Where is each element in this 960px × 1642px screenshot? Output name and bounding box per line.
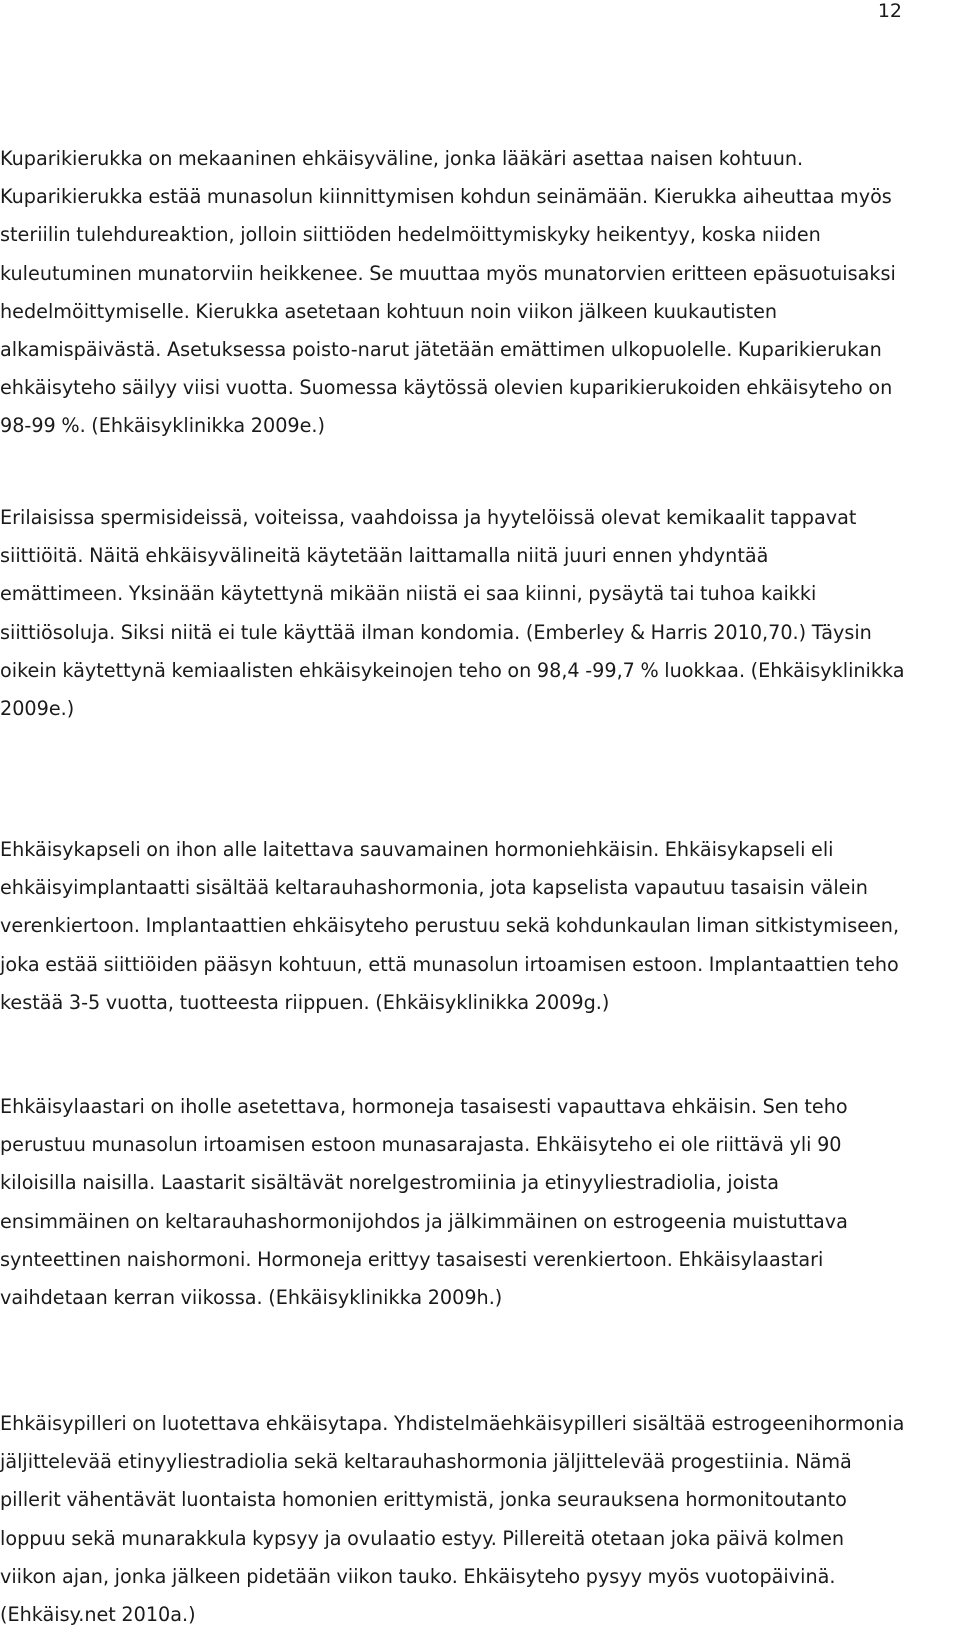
text-line: siittiöitä. Näitä ehkäisyvälineitä käytetään laittamalla niitä juuri ennen yhdyntää [0, 544, 769, 568]
text-line: jäljittelevää etinyyliestradiolia sekä keltarauhashormonia jäljittelevää progestiinia. Nämä [0, 1450, 852, 1474]
text-line: alkamispäivästä. Asetuksessa poisto-narut jätetään emättimen ulkopuolelle. Kuparikierukan [0, 338, 882, 362]
text-line: siittiösoluja. Siksi niitä ei tule käyttää ilman kondomia. (Emberley & Harris 2010,70.) Täysin [0, 620, 872, 644]
text-line: loppuu sekä munarakkula kypsyy ja ovulaatio estyy. Pillereitä otetaan joka päivä kolmen [0, 1526, 845, 1550]
text-line: kuleutuminen munatorviin heikkenee. Se muuttaa myös munatorvien eritteen epäsuotuisaksi [0, 261, 896, 285]
text-line: pillerit vähentävät luontaista homonien erittymistä, jonka seurauksena hormonitoutanto [0, 1488, 847, 1512]
text-line: synteettinen naishormoni. Hormoneja erittyy tasaisesti verenkiertoon. Ehkäisylaastari [0, 1247, 824, 1271]
text-line: vaihdetaan kerran viikossa. (Ehkäisyklinikka 2009h.) [0, 1286, 503, 1310]
text-line: hedelmöittymiselle. Kierukka asetetaan kohtuun noin viikon jälkeen kuukautisten [0, 299, 778, 323]
text-line: steriilin tulehdureaktion, jolloin siittiöden hedelmöittymiskyky heikentyy, koska niiden [0, 223, 821, 247]
text-line: joka estää siittiöiden pääsyn kohtuun, että munasolun irtoamisen estoon. Implantaattien teho [0, 952, 899, 976]
text-line: Kuparikierukka estää munasolun kiinnittymisen kohdun seinämään. Kierukka aiheuttaa myös [0, 185, 892, 209]
text-line: verenkiertoon. Implantaattien ehkäisyteho perustuu sekä kohdunkaulan liman sitkistymiseen, [0, 914, 900, 938]
paragraph-spermicides [0, 499, 958, 728]
text-line: ehkäisyteho säilyy viisi vuotta. Suomessa käytössä olevien kuparikierukoiden ehkäisyteho on [0, 376, 893, 400]
paragraph-contraceptive-implant [0, 831, 958, 1022]
text-line: 98-99 %. (Ehkäisyklinikka 2009e.) [0, 414, 325, 438]
text-line: Ehkäisylaastari on iholle asetettava, hormoneja tasaisesti vapauttava ehkäisin. Sen teho [0, 1095, 848, 1118]
paragraph-contraceptive-pill [0, 1405, 958, 1634]
text-line: emättimeen. Yksinään käytettynä mikään niistä ei saa kiinni, pysäytä tai tuhoa kaikki [0, 582, 817, 606]
text-line: ensimmäinen on keltarauhashormonijohdos ja jälkimmäinen on estrogeenia muistuttava [0, 1209, 848, 1233]
text-line: (Ehkäisy.net 2010a.) [0, 1603, 196, 1627]
text-line: viikon ajan, jonka jälkeen pidetään viikon tauko. Ehkäisyteho pysyy myös vuotopäivinä. [0, 1564, 836, 1588]
page-number: 12 [877, 0, 902, 22]
text-line: Erilaisissa spermisideissä, voiteissa, vaahdoissa ja hyytelöissä olevat kemikaalit tappavat [0, 506, 857, 529]
text-line: ehkäisyimplantaatti sisältää keltarauhashormonia, jota kapselista vapautuu tasaisin välein [0, 876, 868, 900]
text-line: Ehkäisypilleri on luotettava ehkäisytapa. Yhdistelmäehkäisypilleri sisältää estrogeenihormonia [0, 1412, 905, 1435]
text-line: kestää 3-5 vuotta, tuotteesta riippuen. (Ehkäisyklinikka 2009g.) [0, 990, 610, 1014]
text-line: 2009e.) [0, 697, 75, 721]
text-line: kiloisilla naisilla. Laastarit sisältävät norelgestromiinia ja etinyyliestradiolia, joista [0, 1171, 779, 1195]
text-line: Ehkäisykapseli on ihon alle laitettava sauvamainen hormoniehkäisin. Ehkäisykapseli eli [0, 838, 834, 861]
paragraph-contraceptive-patch [0, 1088, 958, 1317]
paragraph-copper-iud [0, 140, 958, 446]
text-line: oikein käytettynä kemiaalisten ehkäisykeinojen teho on 98,4 -99,7 % luokkaa. (Ehkäisyklinikka [0, 658, 905, 682]
text-line: perustuu munasolun irtoamisen estoon munasarajasta. Ehkäisyteho ei ole riittävä yli 90 [0, 1133, 842, 1157]
text-line: Kuparikierukka on mekaaninen ehkäisyväline, jonka lääkäri asettaa naisen kohtuun. [0, 147, 804, 170]
